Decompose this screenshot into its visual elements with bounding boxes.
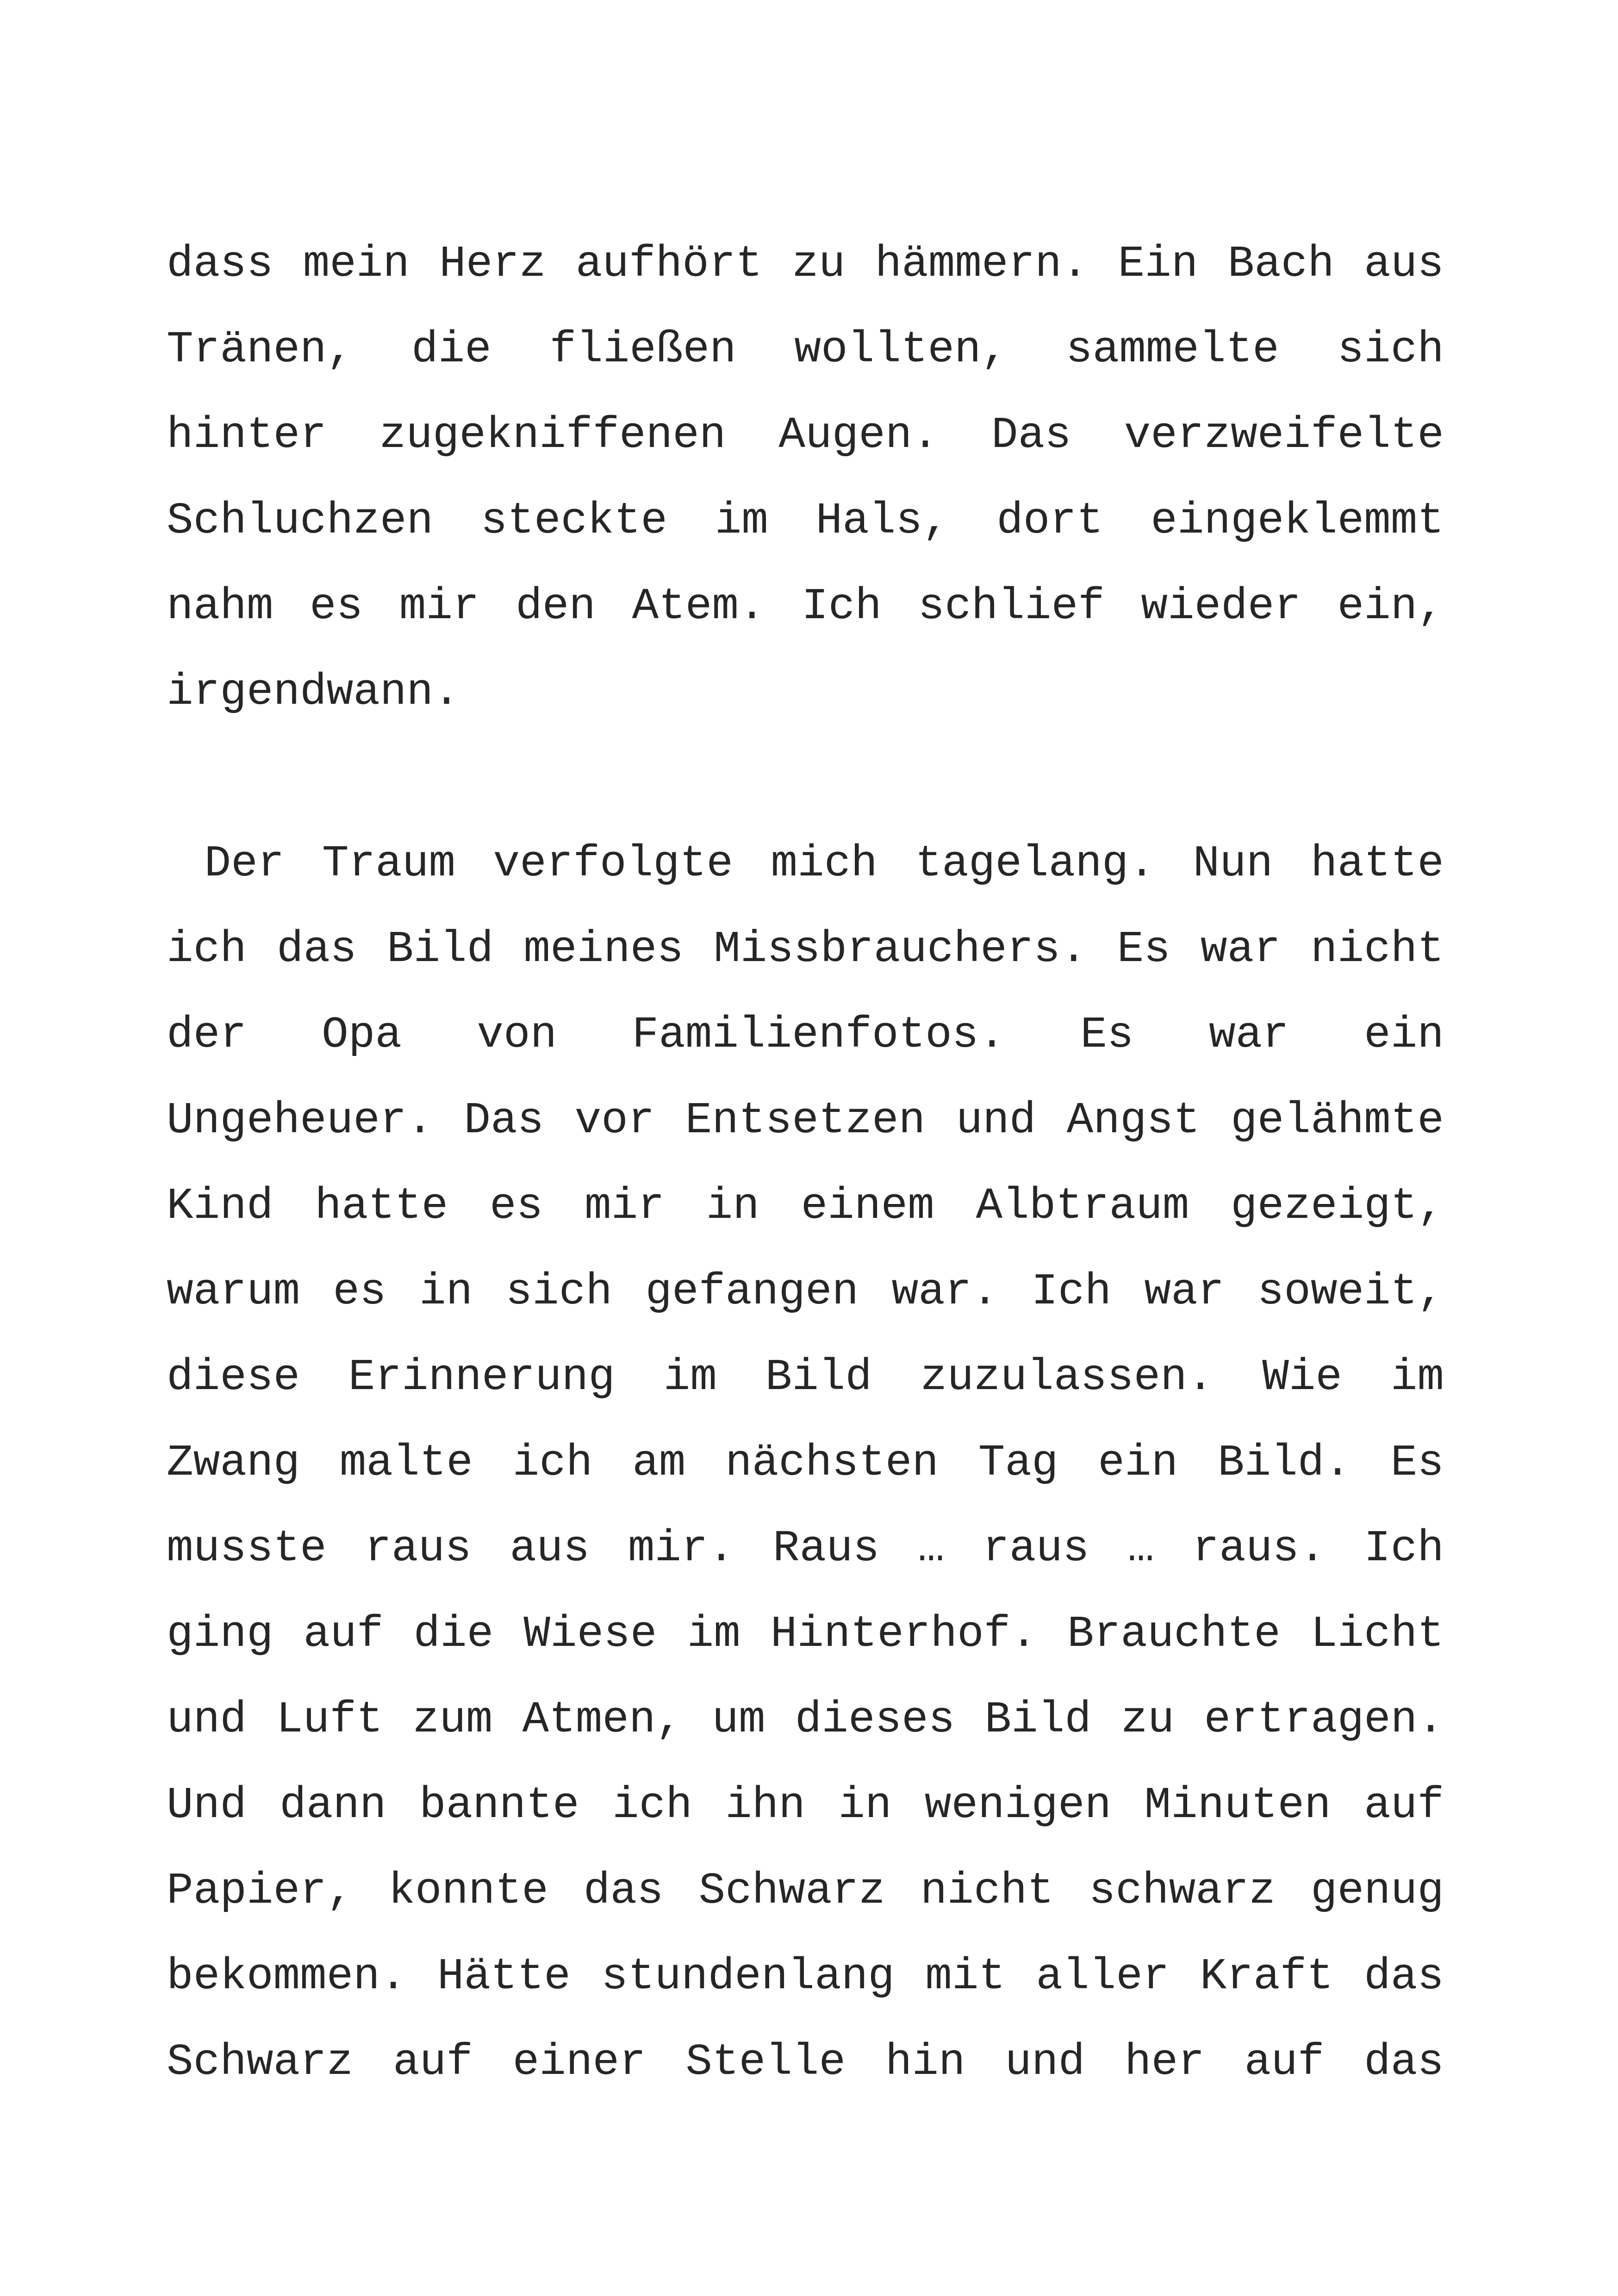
text-line: ich das Bild meines Missbrauchers. Es war nicht xyxy=(167,924,1444,974)
text-line: Kind hatte es mir in einem Albtraum gezeigt, xyxy=(167,1181,1444,1231)
text-line: Der Traum verfolgte mich tagelang. Nun hatte xyxy=(167,838,1444,889)
text-line: irgendwann. xyxy=(167,667,460,717)
text-line: ging auf die Wiese im Hinterhof. Brauchte Licht xyxy=(167,1609,1444,1659)
text-line: Tränen, die fließen wollten, sammelte sich xyxy=(167,324,1444,375)
text-line: Und dann bannte ich ihn in wenigen Minuten auf xyxy=(167,1780,1444,1831)
text-line: musste raus aus mir. Raus … raus … raus. Ich xyxy=(167,1523,1444,1574)
text-line: Schluchzen steckte im Hals, dort eingeklemmt xyxy=(167,496,1444,546)
text-line: der Opa von Familienfotos. Es war ein xyxy=(167,1010,1444,1060)
text-line: warum es in sich gefangen war. Ich war soweit, xyxy=(167,1266,1444,1317)
text-line: bekommen. Hätte stundenlang mit aller Kraft das xyxy=(167,1951,1444,2002)
text-line: Zwang malte ich am nächsten Tag ein Bild. Es xyxy=(167,1438,1444,1488)
text-line: dass mein Herz aufhört zu hämmern. Ein Bach aus xyxy=(167,239,1444,289)
text-line: diese Erinnerung im Bild zuzulassen. Wie im xyxy=(167,1352,1444,1402)
paragraph-1 xyxy=(167,241,1444,754)
text-line: Papier, konnte das Schwarz nicht schwarz genug xyxy=(167,1866,1444,1916)
text-line: hinter zugekniffenen Augen. Das verzweifelte xyxy=(167,410,1444,460)
text-line: nahm es mir den Atem. Ich schlief wieder ein, xyxy=(167,581,1444,632)
text-line: Ungeheuer. Das vor Entsetzen und Angst gelähmte xyxy=(167,1095,1444,1146)
text-line: und Luft zum Atmen, um dieses Bild zu ertragen. xyxy=(167,1694,1444,1745)
text-line: Schwarz auf einer Stelle hin und her auf das xyxy=(167,2037,1444,2087)
paragraph-2 xyxy=(167,840,1444,2124)
